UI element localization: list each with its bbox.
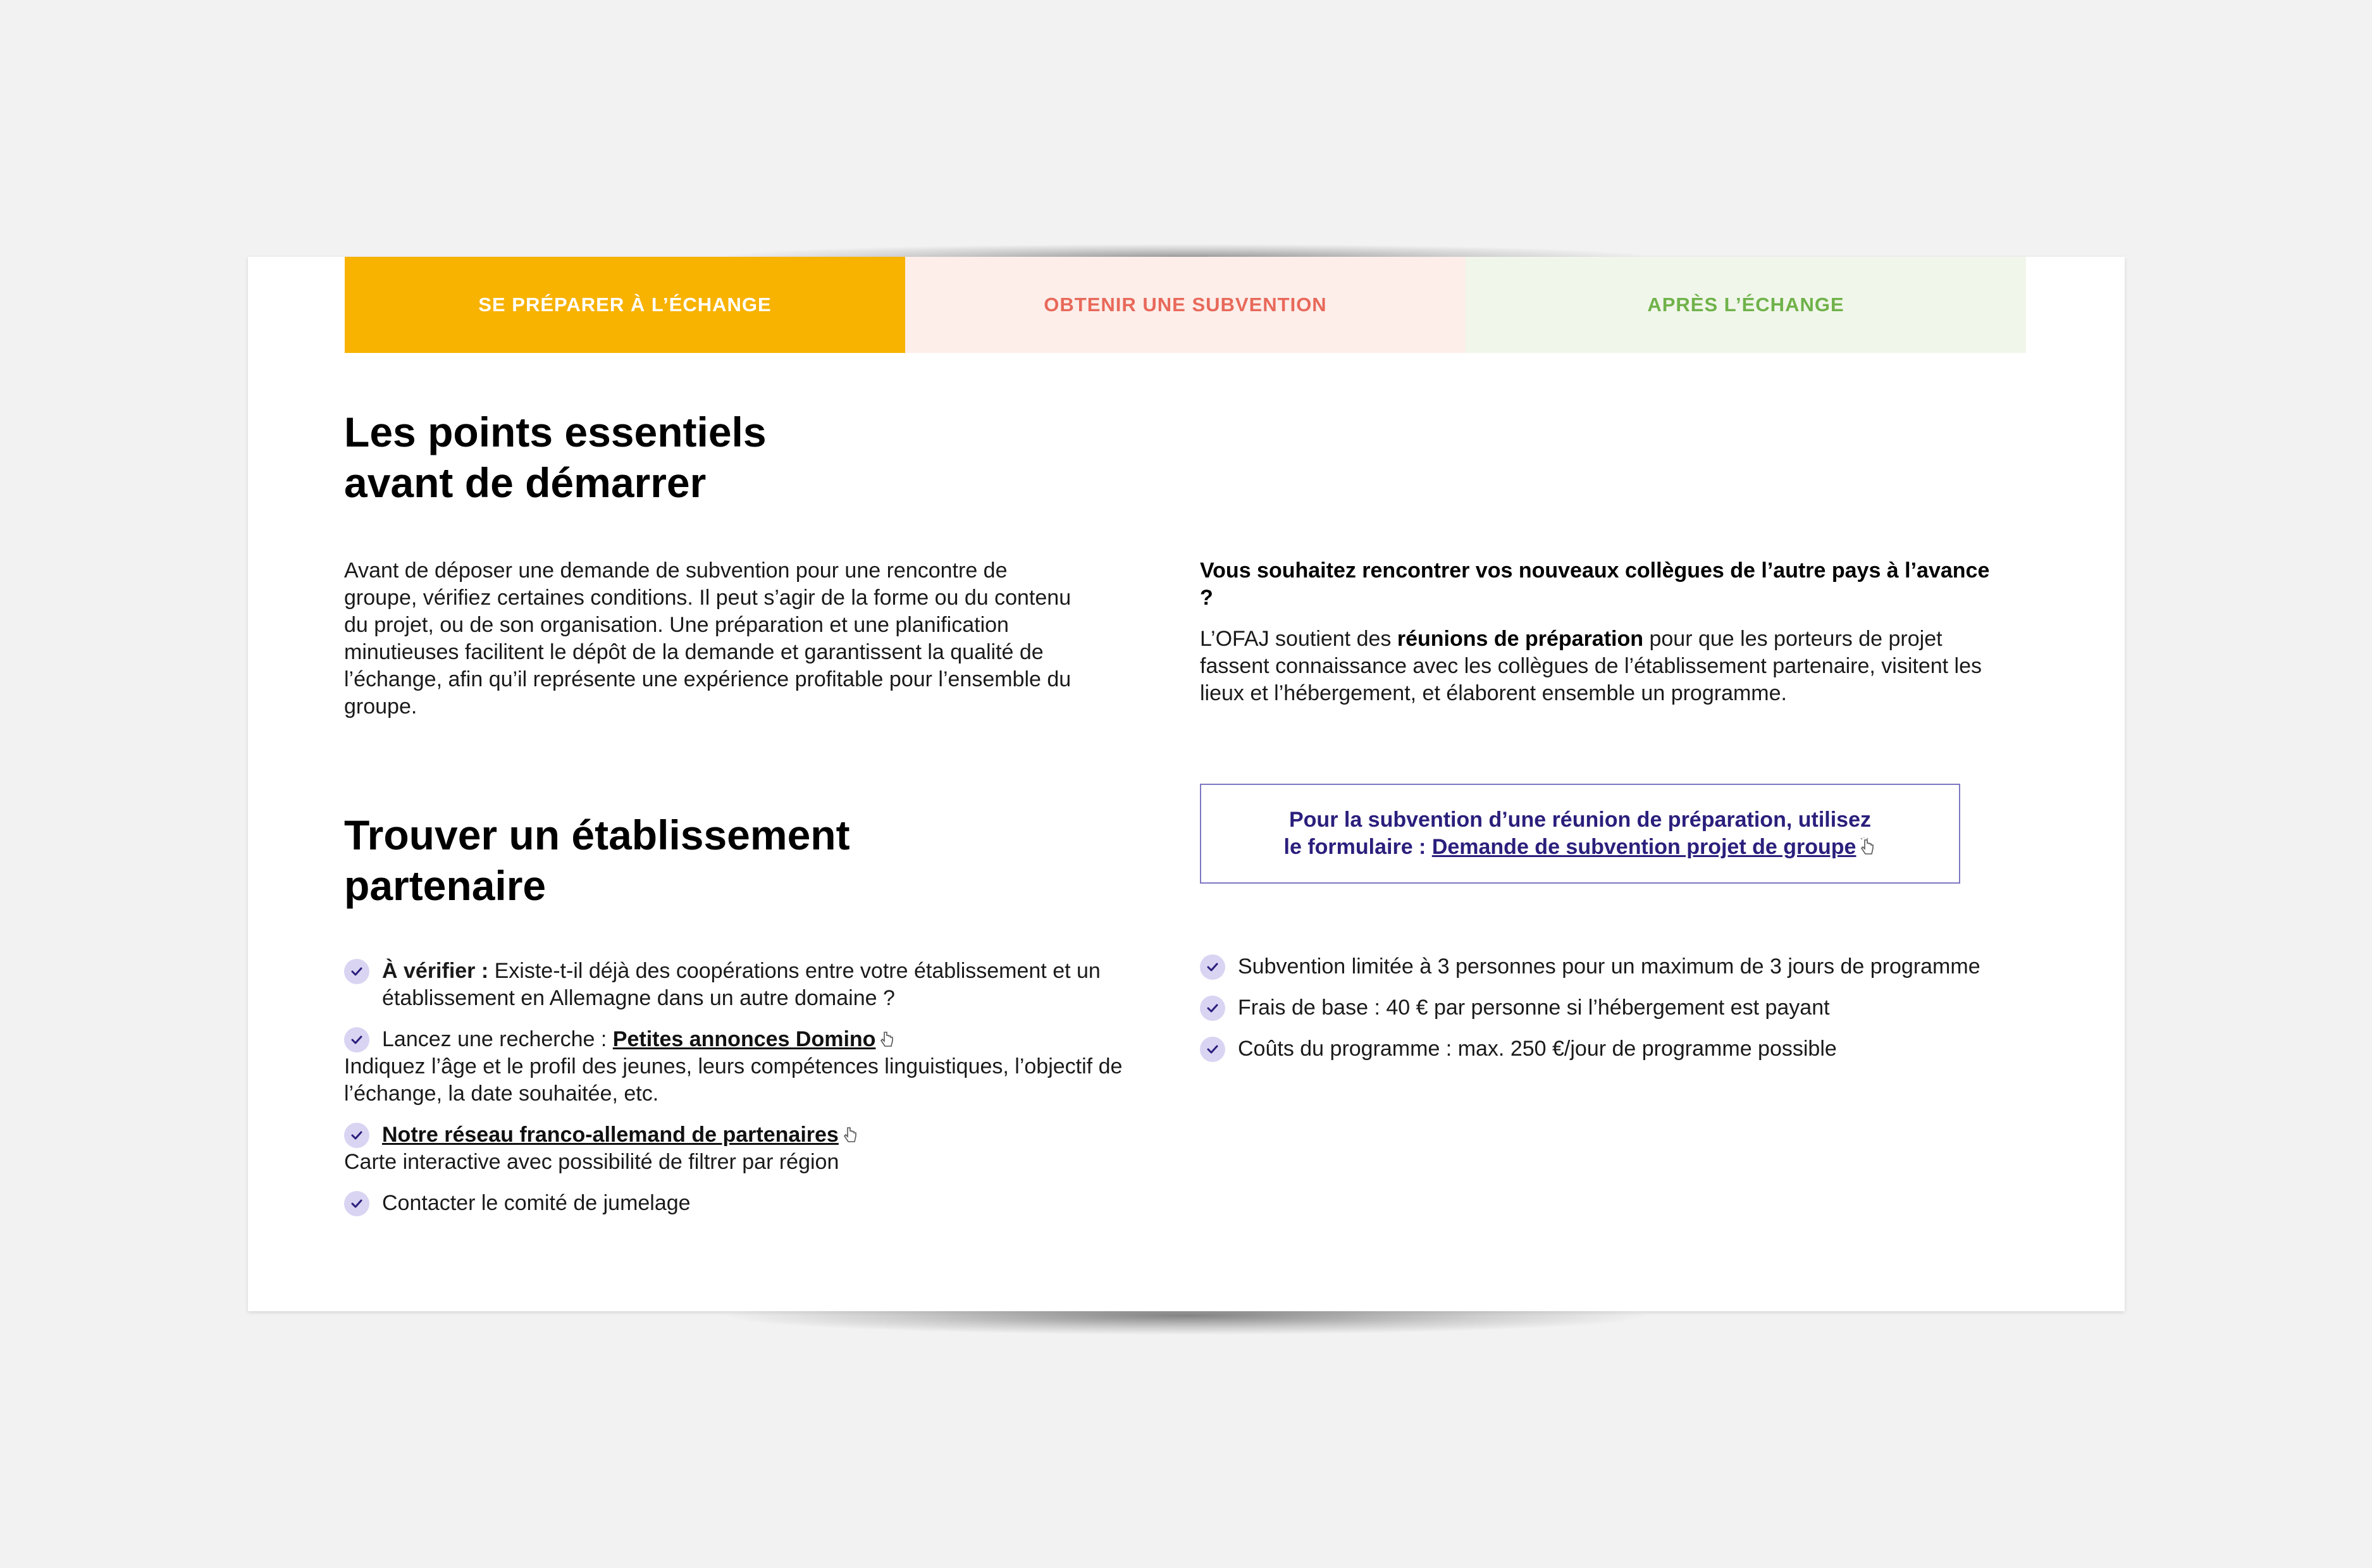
tab-apres-echange[interactable]: APRÈS L’ÉCHANGE xyxy=(1466,257,2026,353)
section-title-points-essentiels xyxy=(344,407,1103,508)
title-line-1: Les points essentiels xyxy=(344,409,767,455)
item-text: Carte interactive avec possibilité de filtrer par région xyxy=(344,1150,839,1174)
callout-line-2-prefix: le formulaire : xyxy=(1283,835,1432,859)
item-text: Subvention limitée à 3 personnes pour un maximum de 3 jours de programme xyxy=(1238,954,1980,978)
list-item xyxy=(344,1190,1135,1217)
pointer-cursor-icon xyxy=(843,1125,859,1144)
check-icon xyxy=(1200,996,1225,1021)
title-line-1: Trouver un établissement xyxy=(344,812,850,858)
item-text: Frais de base : 40 € par personne si l’hébergement est payant xyxy=(1238,996,1830,1020)
section-title-trouver-etablissement xyxy=(344,810,1103,911)
check-icon xyxy=(1200,954,1225,980)
ofaj-text-start: L’OFAJ soutient des xyxy=(1200,627,1397,651)
check-icon xyxy=(344,1191,369,1216)
item-bold-label: À vérifier : xyxy=(382,959,489,983)
subvention-checklist xyxy=(1200,953,1991,1077)
tab-obtenir-subvention[interactable]: OBTENIR UNE SUBVENTION xyxy=(905,257,1466,353)
list-item xyxy=(1200,953,1991,980)
check-icon xyxy=(344,1027,369,1053)
partner-checklist xyxy=(344,958,1135,1231)
ofaj-paragraph xyxy=(1200,626,1991,707)
item-prefix: Lancez une recherche : xyxy=(382,1027,613,1051)
petites-annonces-domino-link[interactable]: Petites annonces Domino xyxy=(612,1027,876,1051)
demande-subvention-link[interactable]: Demande de subvention projet de groupe xyxy=(1431,835,1856,859)
list-item xyxy=(344,1121,1135,1176)
check-icon xyxy=(344,959,369,984)
check-icon xyxy=(1200,1037,1225,1062)
reseau-partenaires-link[interactable]: Notre réseau franco-allemand de partenaires xyxy=(382,1123,839,1147)
list-item xyxy=(344,1026,1135,1108)
callout-line-1: Pour la subvention d’une réunion de préparation, utilisez xyxy=(1288,808,1871,832)
callout-box xyxy=(1200,784,1960,884)
item-text: Indiquez l’âge et le profil des jeunes, leurs compétences linguistiques, l’objectif de l’échange, la date souhaitée, etc. xyxy=(344,1054,1123,1106)
tab-se-preparer[interactable]: SE PRÉPARER À L’ÉCHANGE xyxy=(345,257,905,353)
ofaj-text-bold: réunions de préparation xyxy=(1397,627,1644,651)
check-icon xyxy=(344,1123,369,1148)
title-line-2: avant de démarrer xyxy=(344,459,707,506)
item-text: Contacter le comité de jumelage xyxy=(382,1191,691,1215)
list-item xyxy=(344,958,1135,1012)
list-item xyxy=(1200,994,1991,1022)
content-card xyxy=(248,257,2125,1311)
item-text: Coûts du programme : max. 250 €/jour de programme possible xyxy=(1238,1037,1837,1061)
intro-paragraph: Avant de déposer une demande de subvention pour une rencontre de groupe, vérifiez certaines conditions. Il peut s’agir de la forme ou du contenu du projet, ou de son organisation. Une préparation et une planification minutieuses facilitent le dépôt de la demande et garantissent la qualité de l’échange, afin qu’il représente une expérience profitable pour l’ensemble du groupe. xyxy=(344,559,1072,719)
item-text: Existe-t-il déjà des coopérations entre votre établissement et un établissement en Allemagne dans un autre domaine ? xyxy=(382,959,1101,1010)
ofaj-text-end: pour que les porteurs de projet fassent connaissance avec les collègues de l’établissement partenaire, visitent les lieux et l’hébergement, et élaborent ensemble un programme. xyxy=(1200,627,1982,705)
pointer-cursor-icon xyxy=(879,1030,896,1049)
list-item xyxy=(1200,1035,1991,1063)
title-line-2: partenaire xyxy=(344,862,547,909)
pointer-cursor-icon xyxy=(1860,837,1876,856)
tab-bar xyxy=(345,257,2026,353)
question-heading: Vous souhaitez rencontrer vos nouveaux collègues de l’autre pays à l’avance ? xyxy=(1200,559,1990,610)
